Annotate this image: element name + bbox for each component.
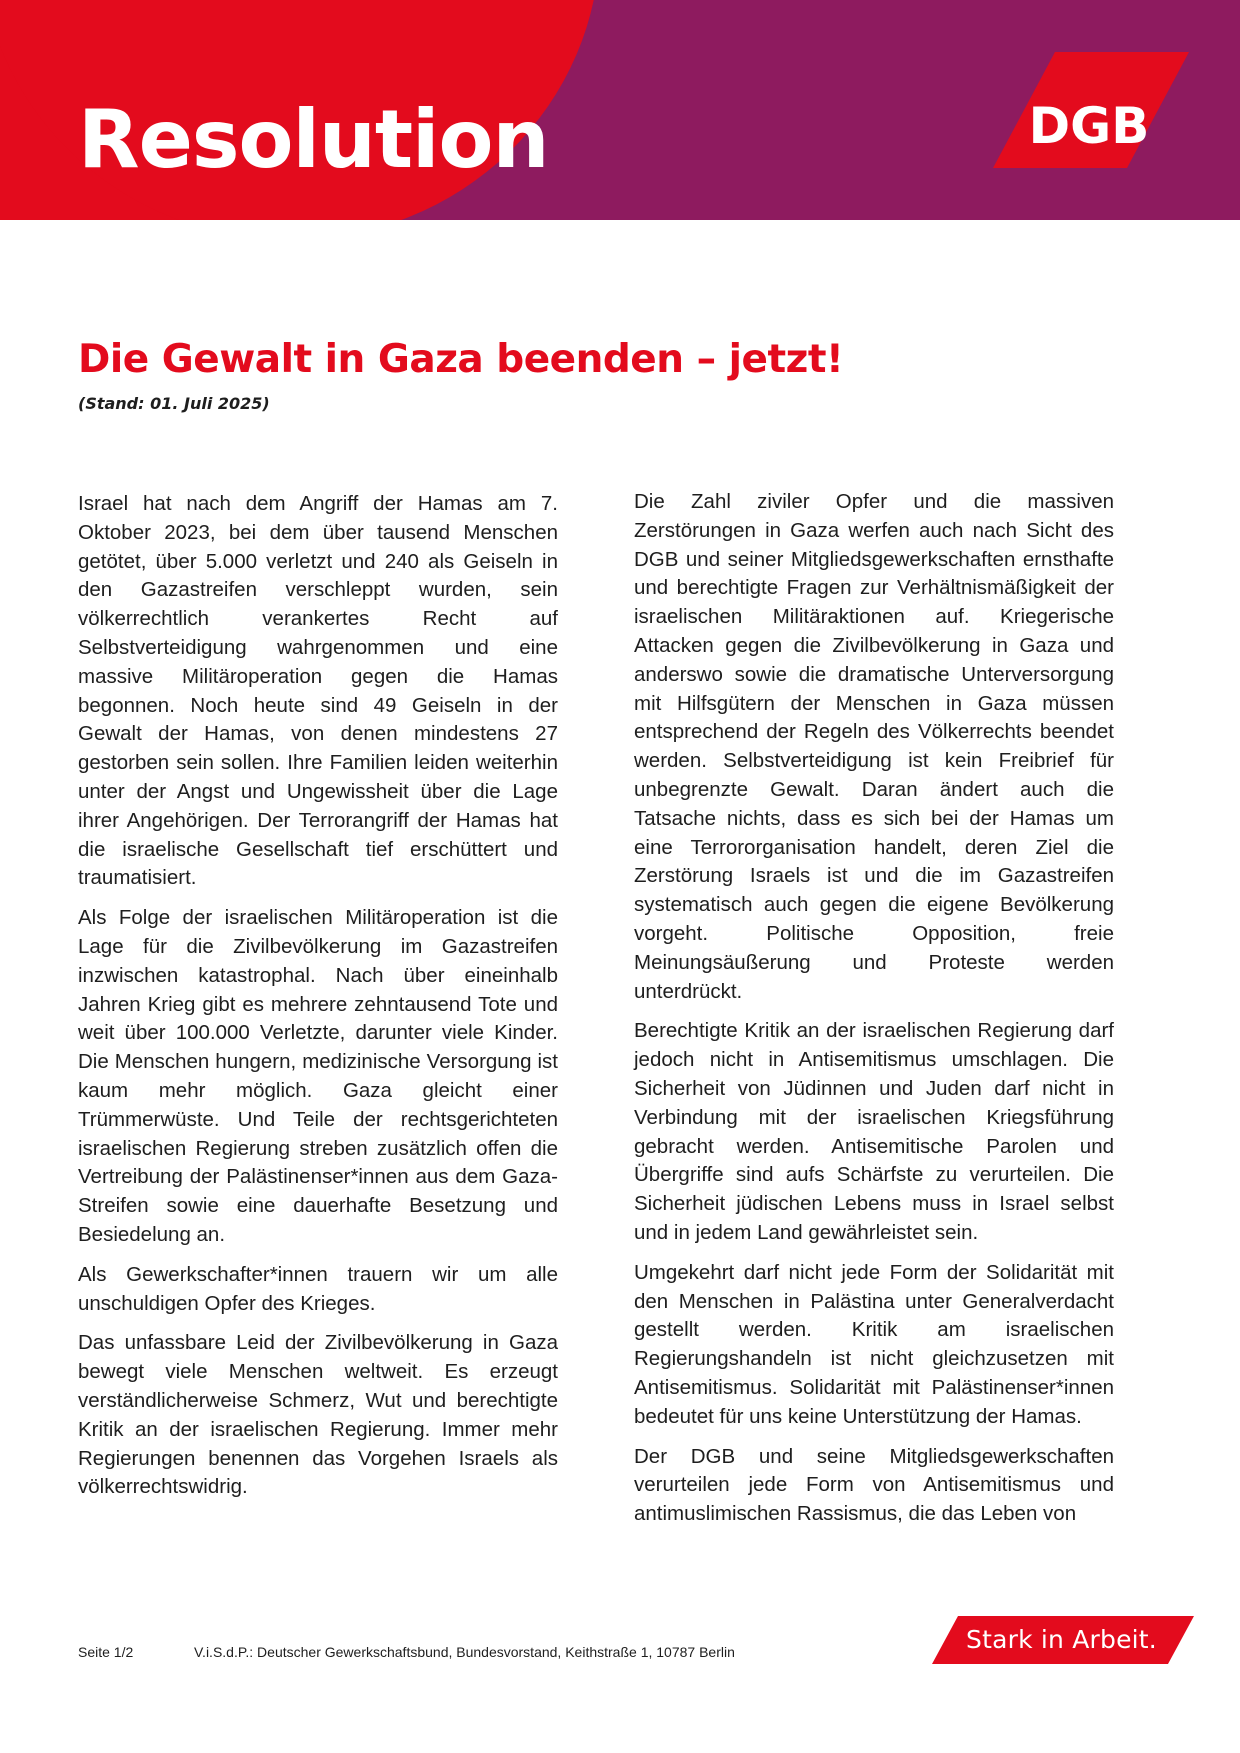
paragraph: Das unfassbare Leid der Zivilbevölkerung in Gaza bewegt viele Menschen weltweit. Es erzeugt verständlicherweise Schmerz, Wut und berechtigte Kritik an der israelischen Regierung. Immer mehr Regierungen benennen das Vorgehen Israels als völkerrechtswidrig.: [78, 1331, 558, 1499]
paragraph: Die Zahl ziviler Opfer und die massiven Zerstörungen in Gaza werfen auch nach Sicht des DGB und seiner Mitgliedsgewerkschaften ernsthafte und berechtigte Fragen zur Verhältnismäßigkeit der israelischen Militäraktionen auf. Kriegerische Attacken gegen die Zivilbevölkerung in Gaza und anderswo sowie die dramatische Unterversorgung mit Hilfsgütern der Menschen in Gaza müssen entsprechend der Regeln des Völkerrechts beendet werden. Selbstverteidigung ist kein Freibrief für unbegrenzte Gewalt. Daran ändert auch die Tatsache nichts, dass es sich bei der Hamas um eine Terrororganisation handelt, deren Ziel die Zerstörung Israels ist und die im Gazastreifen systematisch auch gegen die eigene Bevölkerung vorgeht. Politische Opposition, freie Meinungsäußerung und Proteste werden unterdrückt.: [634, 490, 1114, 1003]
page-header: [0, 0, 1240, 220]
left-text-column: [78, 490, 558, 1513]
resolution-title: Die Gewalt in Gaza beenden – jetzt!: [78, 337, 844, 382]
document-type-heading: Resolution: [78, 93, 549, 186]
dgb-logo: [993, 52, 1189, 168]
paragraph: Als Folge der israelischen Militäroperation ist die Lage für die Zivilbevölkerung im Gazastreifen inzwischen katastrophal. Nach über eineinhalb Jahren Krieg gibt es mehrere zehntausend Tote und weit über 100.000 Verletzte, darunter viele Kinder. Die Menschen hungern, medizinische Versorgung ist kaum mehr möglich. Gaza gleicht einer Trümmerwüste. Und Teile der rechtsgerichteten israelischen Regierung streben zusätzlich offen die Vertreibung der Palästinenser*innen aus dem Gaza-Streifen sowie eine dauerhafte Besetzung und Besiedelung an.: [78, 906, 558, 1246]
paragraph: Umgekehrt darf nicht jede Form der Solidarität mit den Menschen in Palästina unter Generalverdacht gestellt werden. Kritik am israelischen Regierungshandeln ist nicht gleichzusetzen mit Antisemitismus. Solidarität mit Palästinenser*innen bedeutet für uns keine Unterstützung der Hamas.: [634, 1260, 1114, 1428]
slogan-badge: [932, 1616, 1194, 1664]
slogan-text: Stark in Arbeit.: [966, 1625, 1157, 1654]
stand-date: (Stand: 01. Juli 2025): [78, 394, 270, 413]
right-text-column: [634, 490, 1114, 1540]
dgb-logo-text: DGB: [1028, 97, 1150, 155]
paragraph: Berechtigte Kritik an der israelischen Regierung darf jedoch nicht in Antisemitismus umschlagen. Die Sicherheit von Jüdinnen und Juden darf nicht in Verbindung mit der israelischen Kriegsführung gebracht werden. Antisemitische Parolen und Übergriffe sind aufs Schärfste zu verurteilen. Die Sicherheit jüdischen Lebens muss in Israel selbst und in jedem Land gewährleistet sein.: [634, 1019, 1114, 1244]
page-number: Seite 1/2: [78, 1644, 134, 1660]
paragraph: Israel hat nach dem Angriff der Hamas am 7. Oktober 2023, bei dem über tausend Menschen getötet, über 5.000 verletzt und 240 als Geiseln in den Gazastreifen verschleppt wurden, sein völkerrechtlich verankertes Recht auf Selbstverteidigung wahrgenommen und eine massive Militäroperation gegen die Hamas begonnen. Noch heute sind 49 Geiseln in der Gewalt der Hamas, von denen mindestens 27 gestorben sein sollen. Ihre Familien leiden weiterhin unter der Angst und Ungewissheit über die Lage ihrer Angehörigen. Der Terrorangriff der Hamas hat die israelische Gesellschaft tief erschüttert und traumatisiert.: [78, 492, 558, 890]
imprint-visdp: V.i.S.d.P.: Deutscher Gewerkschaftsbund, Bundesvorstand, Keithstraße 1, 10787 Berlin: [194, 1644, 735, 1660]
paragraph: Der DGB und seine Mitgliedsgewerkschaften verurteilen jede Form von Antisemitismus und antimuslimischen Rassismus, die das Leben von: [634, 1444, 1114, 1526]
paragraph: Als Gewerkschafter*innen trauern wir um alle unschuldigen Opfer des Krieges.: [78, 1262, 558, 1315]
